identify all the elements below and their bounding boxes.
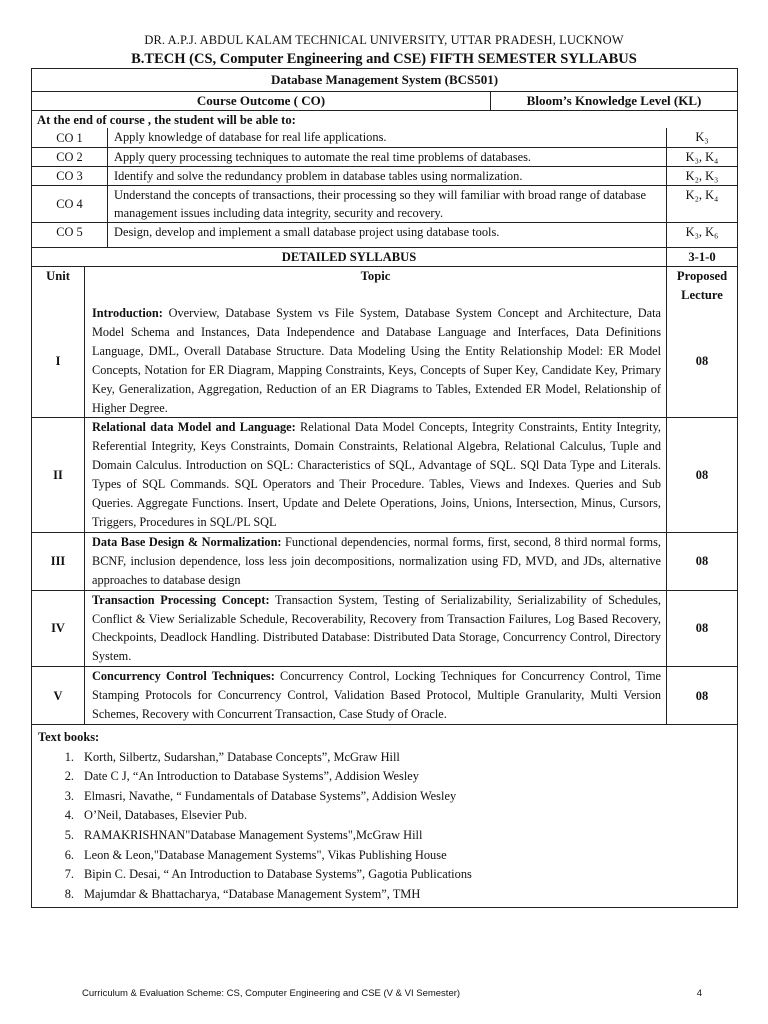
textbook-item: [58, 885, 737, 905]
textbook-text: O’Neil, Databases, Elsevier Pub.: [84, 808, 248, 823]
unit-heading: Concurrency Control Techniques:: [92, 669, 275, 684]
co-kl: K₃, K₄: [666, 148, 737, 166]
subject-name: Database Management System (BCS501): [270, 72, 499, 87]
co-text: Identify and solve the redundancy problem in database tables using normalization.: [107, 167, 666, 185]
unit-topic: [84, 533, 666, 590]
textbook-number: 5.: [64, 827, 74, 842]
co-id: CO 1: [56, 130, 83, 145]
textbook-item: [58, 865, 737, 885]
co-id: CO 4: [56, 197, 83, 211]
co-kl: K₂, K₃: [666, 167, 737, 185]
unit-lectures: 08: [666, 304, 737, 417]
co-id: CO 2: [56, 150, 83, 164]
detailed-syllabus-row: [32, 247, 737, 266]
textbooks-title: Text books:: [38, 729, 100, 744]
textbook-item: [58, 748, 737, 768]
unit-number: V: [53, 688, 63, 703]
co-text: Understand the concepts of transactions, their processing so they will familiar with broad range of database management issues including data integrity, security and recovery.: [107, 186, 666, 222]
textbook-text: Majumdar & Bhattacharya, “Database Management System”, TMH: [84, 886, 421, 901]
footer-text: Curriculum & Evaluation Scheme: CS, Computer Engineering and CSE (V & VI Semester): [82, 988, 461, 999]
unit-number: III: [50, 554, 66, 569]
co-kl: K₃: [666, 128, 737, 147]
unit-header-topic: Topic: [84, 267, 666, 304]
co-text: Apply knowledge of database for real life applications.: [107, 128, 666, 147]
unit-heading: Data Base Design & Normalization:: [92, 534, 282, 549]
unit-header-row: [32, 266, 737, 304]
textbook-number: 1.: [64, 749, 74, 764]
textbook-text: Leon & Leon,"Database Management Systems", Vikas Publishing House: [84, 847, 447, 862]
textbook-text: RAMAKRISHNAN"Database Management Systems",McGraw Hill: [84, 827, 423, 842]
unit-heading: Introduction:: [92, 306, 163, 320]
textbook-number: 6.: [64, 847, 74, 862]
unit-topic: [84, 304, 666, 417]
textbook-number: 2.: [64, 769, 74, 784]
textbook-item: [58, 787, 737, 807]
textbook-text: Korth, Silbertz, Sudarshan,” Database Concepts”, McGraw Hill: [84, 749, 400, 764]
co-row: [32, 128, 737, 147]
unit-body: Overview, Database System vs File System, Database System Concept and Architecture, Data Model Schema and Instances, Data Independence and Database Language and Interfaces, Data Definitions Language, DML, Overall Database Structure. Data Modeling Using the Entity Relationship Model: ER Model Concepts, Notation for ER Diagram, Mapping Constraints, Keys, Concepts of Super Key, Candidate Key, Primary Key, Generalization, Aggregation, Reduction of an ER Diagrams to Tables, Extended ER Model, Relationship of Higher Degree.: [92, 306, 661, 415]
co-header-outcome: Course Outcome ( CO): [196, 93, 326, 108]
unit-lectures: 08: [666, 667, 737, 724]
textbook-number: 4.: [64, 808, 74, 823]
unit-lectures: 08: [666, 418, 737, 531]
unit-lectures: 08: [666, 591, 737, 667]
unit-body: Transaction System, Testing of Serializability, Serializability of Schedules, Conflict & View Serializable Schedule, Recoverability, Recovery from Transaction Failures, Log Based Recovery, Checkpoints, Deadlock Handling. Distributed Database: Distributed Data Storage, Concurrency Control, Directory System.: [92, 592, 662, 664]
co-id: CO 5: [56, 225, 83, 239]
textbook-number: 8.: [64, 886, 74, 901]
co-id: CO 3: [56, 169, 83, 183]
unit-body: Functional dependencies, normal forms, first, second, 8 third normal forms, BCNF, inclusion dependence, loss less join decompositions, normalization using FD, MVD, and JDs, alternative approaches to database design: [92, 534, 661, 587]
syllabus-table: [31, 68, 738, 908]
unit-row: [32, 590, 737, 667]
syllabus-title: B.TECH (CS, Computer Engineering and CSE) FIFTH SEMESTER SYLLABUS: [131, 51, 637, 67]
unit-number: IV: [51, 621, 65, 636]
co-header-row: [32, 91, 737, 110]
unit-heading: Transaction Processing Concept:: [92, 592, 270, 607]
unit-topic: [84, 667, 666, 724]
co-spacer-row: [32, 241, 737, 247]
co-row: [32, 147, 737, 166]
textbooks-section: [32, 724, 737, 907]
unit-heading: Relational data Model and Language:: [92, 420, 296, 435]
co-row: [32, 185, 737, 222]
textbook-item: [58, 767, 737, 787]
university-name: DR. A.P.J. ABDUL KALAM TECHNICAL UNIVERSITY, UTTAR PRADESH, LUCKNOW: [144, 33, 624, 47]
textbook-item: [58, 826, 737, 846]
textbook-item: [58, 846, 737, 866]
unit-body: Relational Data Model Concepts, Integrity Constraints, Entity Integrity, Referential Integrity, Keys Constraints, Domain Constraints, Relational Algebra, Relational Calculus, Tuple and Domain Calculus. Introduction on SQL: Characteristics of SQL, Advantage of SQL. SQl Data Type and Literals. Types of SQL Commands. SQL Operators and Their Procedure. Tables, Views and Indexes. Queries and Sub Queries. Aggregate Functions. Insert, Update and Delete Operations, Joins, Unions, Intersection, Minus, Cursors, Triggers, Procedures in SQL/PL SQL: [92, 420, 661, 529]
page-number: 4: [696, 988, 702, 999]
co-text: Apply query processing techniques to automate the real time problems of databases.: [107, 148, 666, 166]
detailed-syllabus-label: DETAILED SYLLABUS: [281, 250, 417, 264]
unit-row: [32, 532, 737, 590]
textbook-text: Date C J, “An Introduction to Database Systems”, Addision Wesley: [84, 769, 419, 784]
unit-row: [32, 666, 737, 724]
unit-row: [32, 304, 737, 417]
page-footer: [82, 988, 702, 999]
unit-row: [32, 417, 737, 531]
textbook-number: 3.: [64, 788, 74, 803]
co-row: [32, 166, 737, 185]
co-text: Design, develop and implement a small database project using database tools.: [107, 223, 666, 241]
textbook-item: [58, 806, 737, 826]
unit-number: I: [55, 353, 61, 368]
co-header-bloom: Bloom’s Knowledge Level (KL): [490, 92, 737, 110]
textbooks-list: [38, 748, 737, 905]
unit-body: Concurrency Control, Locking Techniques for Concurrency Control, Time Stamping Protocols for Concurrency Control, Validation Based Protocol, Multiple Granularity, Multi Version Schemes, Recovery with Concurrent Transaction, Case Study of Oracle.: [92, 669, 662, 722]
unit-header-unit: Unit: [46, 269, 70, 283]
unit-number: II: [53, 468, 63, 483]
subject-row: [32, 69, 737, 91]
ltp-value: 3-1-0: [666, 248, 737, 266]
co-kl: K₂, K₄: [666, 186, 737, 222]
unit-header-lecture: Proposed Lecture: [666, 267, 737, 304]
unit-lectures: 08: [666, 533, 737, 590]
textbook-number: 7.: [64, 867, 74, 882]
unit-topic: [84, 418, 666, 531]
textbook-text: Bipin C. Desai, “ An Introduction to Database Systems”, Gagotia Publications: [84, 867, 472, 882]
co-intro: At the end of course , the student will be able to:: [32, 110, 737, 128]
co-kl: K₃, K₆: [666, 223, 737, 241]
textbook-text: Elmasri, Navathe, “ Fundamentals of Database Systems”, Addision Wesley: [84, 788, 457, 803]
unit-topic: [84, 591, 666, 667]
co-row: [32, 222, 737, 241]
